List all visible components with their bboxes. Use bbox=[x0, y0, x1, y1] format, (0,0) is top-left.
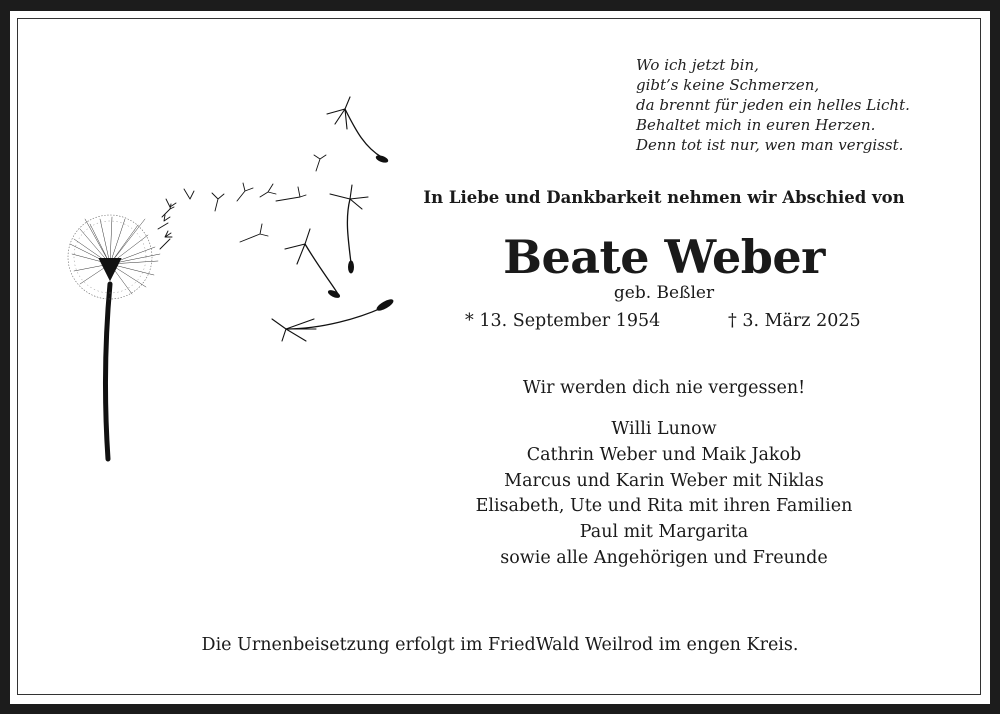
poem-line: Behaltet mich in euren Herzen. bbox=[636, 116, 876, 134]
poem-line: gibt’s keine Schmerzen, bbox=[636, 76, 820, 94]
poem-line: Wo ich jetzt bin, bbox=[636, 56, 759, 74]
motto: Wir werden dich nie vergessen! bbox=[522, 378, 806, 398]
mourner: Cathrin Weber und Maik Jakob bbox=[526, 444, 802, 465]
dandelion-icon bbox=[50, 79, 410, 479]
mourner: Elisabeth, Ute und Rita mit ihren Familien bbox=[475, 496, 853, 517]
mourner: Willi Lunow bbox=[611, 419, 717, 439]
poem-line: da brennt für jeden ein helles Licht. bbox=[636, 96, 910, 114]
mourner: Marcus und Karin Weber mit Niklas bbox=[504, 470, 824, 491]
mourners-list bbox=[414, 417, 914, 572]
mourner: sowie alle Angehörigen und Freunde bbox=[500, 547, 828, 568]
maiden-name: geb. Beßler bbox=[613, 283, 715, 303]
mourner: Paul mit Margarita bbox=[579, 522, 749, 543]
birth-date: * 13. September 1954 bbox=[465, 311, 661, 331]
deceased-name: Beate Weber bbox=[503, 230, 825, 284]
poem-line: Denn tot ist nur, wen man vergisst. bbox=[636, 136, 904, 154]
poem bbox=[636, 55, 976, 155]
intro-text: In Liebe und Dankbarkeit nehmen wir Abschied von bbox=[423, 188, 905, 207]
burial-note: Die Urnenbeisetzung erfolgt im FriedWald Weilrod im engen Kreis. bbox=[201, 635, 799, 655]
obituary-card bbox=[10, 11, 990, 704]
death-date: † 3. März 2025 bbox=[728, 311, 861, 331]
